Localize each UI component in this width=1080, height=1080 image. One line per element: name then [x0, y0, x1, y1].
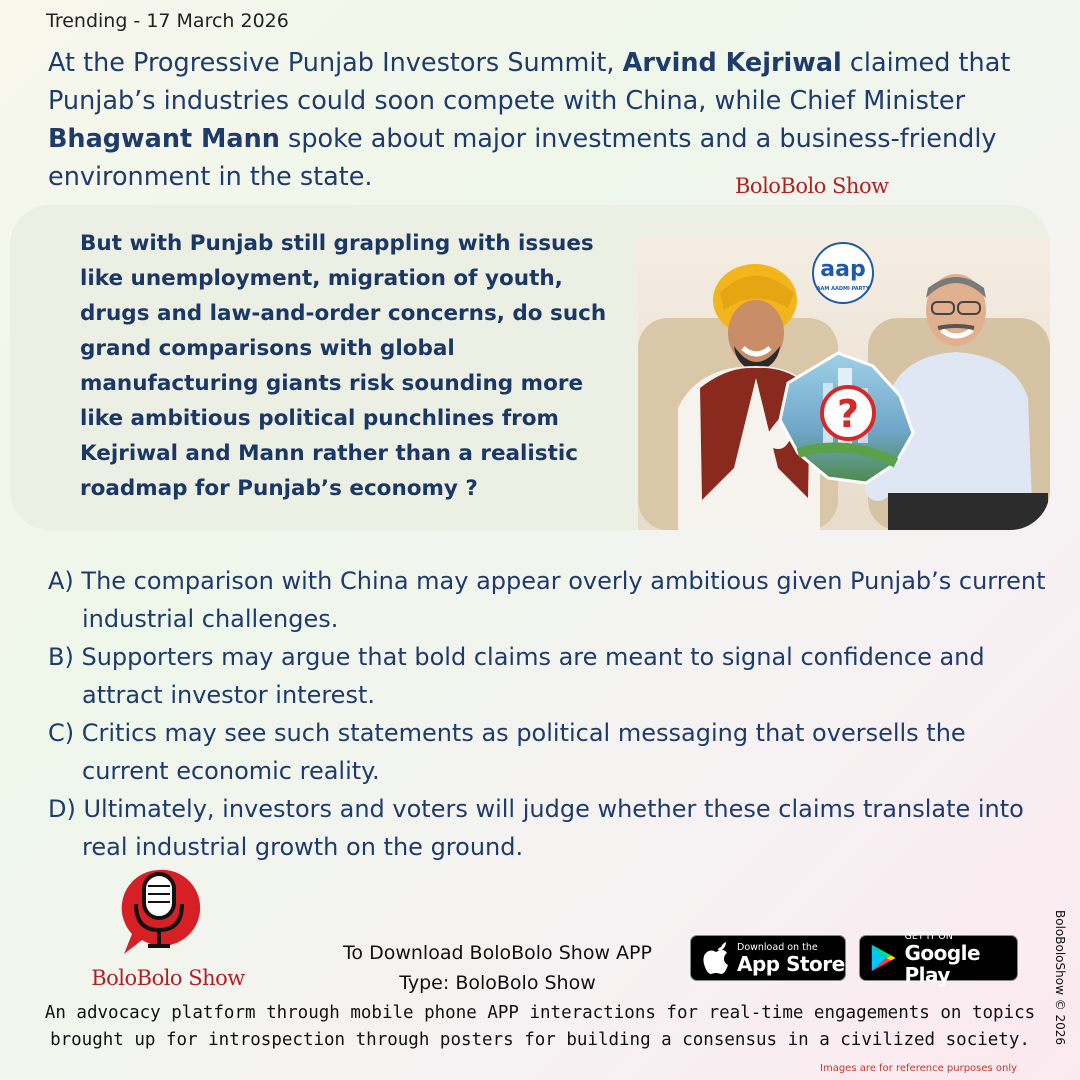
- google-play-badge[interactable]: [859, 930, 1018, 987]
- option-a: A) The comparison with China may appear overly ambitious given Punjab’s current industrial challenges.: [48, 567, 1046, 633]
- google-play-icon: [870, 942, 896, 974]
- intro-paragraph: [48, 44, 1038, 196]
- download-line-2: Type: BoloBolo Show: [399, 972, 596, 994]
- answer-options: [48, 562, 1048, 866]
- option-b: B) Supporters may argue that bold claims are meant to signal confidence and attract investor interest.: [48, 643, 985, 709]
- option-d: D) Ultimately, investors and voters will judge whether these claims translate into real industrial growth on the ground.: [48, 795, 1024, 861]
- option-c: C) Critics may see such statements as political messaging that oversells the current economic reality.: [48, 719, 966, 785]
- photo-illustration: [638, 238, 1050, 530]
- aap-logo-sub: AAM AADMI PARTY: [816, 286, 870, 292]
- intro-text-1: At the Progressive Punjab Investors Summit,: [48, 48, 623, 78]
- apple-icon: [701, 941, 731, 975]
- bolobolo-logo: [88, 868, 248, 993]
- copyright-text: BoloBoloShow © 2026: [1053, 910, 1067, 1046]
- aap-logo-text: aap: [820, 257, 866, 282]
- intro-name-mann: Bhagwant Mann: [48, 124, 280, 154]
- download-line-1: To Download BoloBolo Show APP: [343, 942, 652, 964]
- politicians-photo: [638, 238, 1050, 530]
- app-store-small: Download on the: [737, 941, 818, 953]
- question-mark: ?: [836, 392, 860, 436]
- app-store-badge[interactable]: [690, 935, 846, 981]
- image-disclaimer: Images are for reference purposes only: [820, 1063, 1018, 1074]
- intro-text-3: spoke about major investments and a business-friendly environment in the state.: [48, 124, 997, 192]
- question-text: But with Punjab still grappling with issues like unemployment, migration of youth, drugs and law-and-order concerns, do such grand comparisons with global manufacturing giants risk sounding more like ambitious political punchlines from Kejriwal and Mann rather than a realistic roadmap for Punjab’s economy ?: [80, 231, 607, 501]
- trending-date: Trending - 17 March 2026: [46, 10, 289, 32]
- tagline: An advocacy platform through mobile phone APP interactions for real-time engagements on topics brought up for introspection through posters for building a consensus in a civilized society.: [44, 1003, 1036, 1050]
- footer-logo-text: BoloBolo Show: [91, 966, 245, 990]
- brand-watermark: BoloBolo Show: [735, 174, 889, 198]
- google-play-big: Google Play: [904, 940, 981, 987]
- intro-name-kejriwal: Arvind Kejriwal: [622, 48, 842, 78]
- download-instructions: [320, 938, 675, 998]
- copyright-vertical: [1045, 910, 1069, 1060]
- microphone-icon: [88, 868, 248, 958]
- intro-text-2: claimed that Punjab’s industries could soon compete with China, while Chief Minister: [48, 48, 1011, 116]
- google-play-small: GET IT ON: [904, 930, 953, 942]
- app-store-big: App Store: [737, 951, 845, 976]
